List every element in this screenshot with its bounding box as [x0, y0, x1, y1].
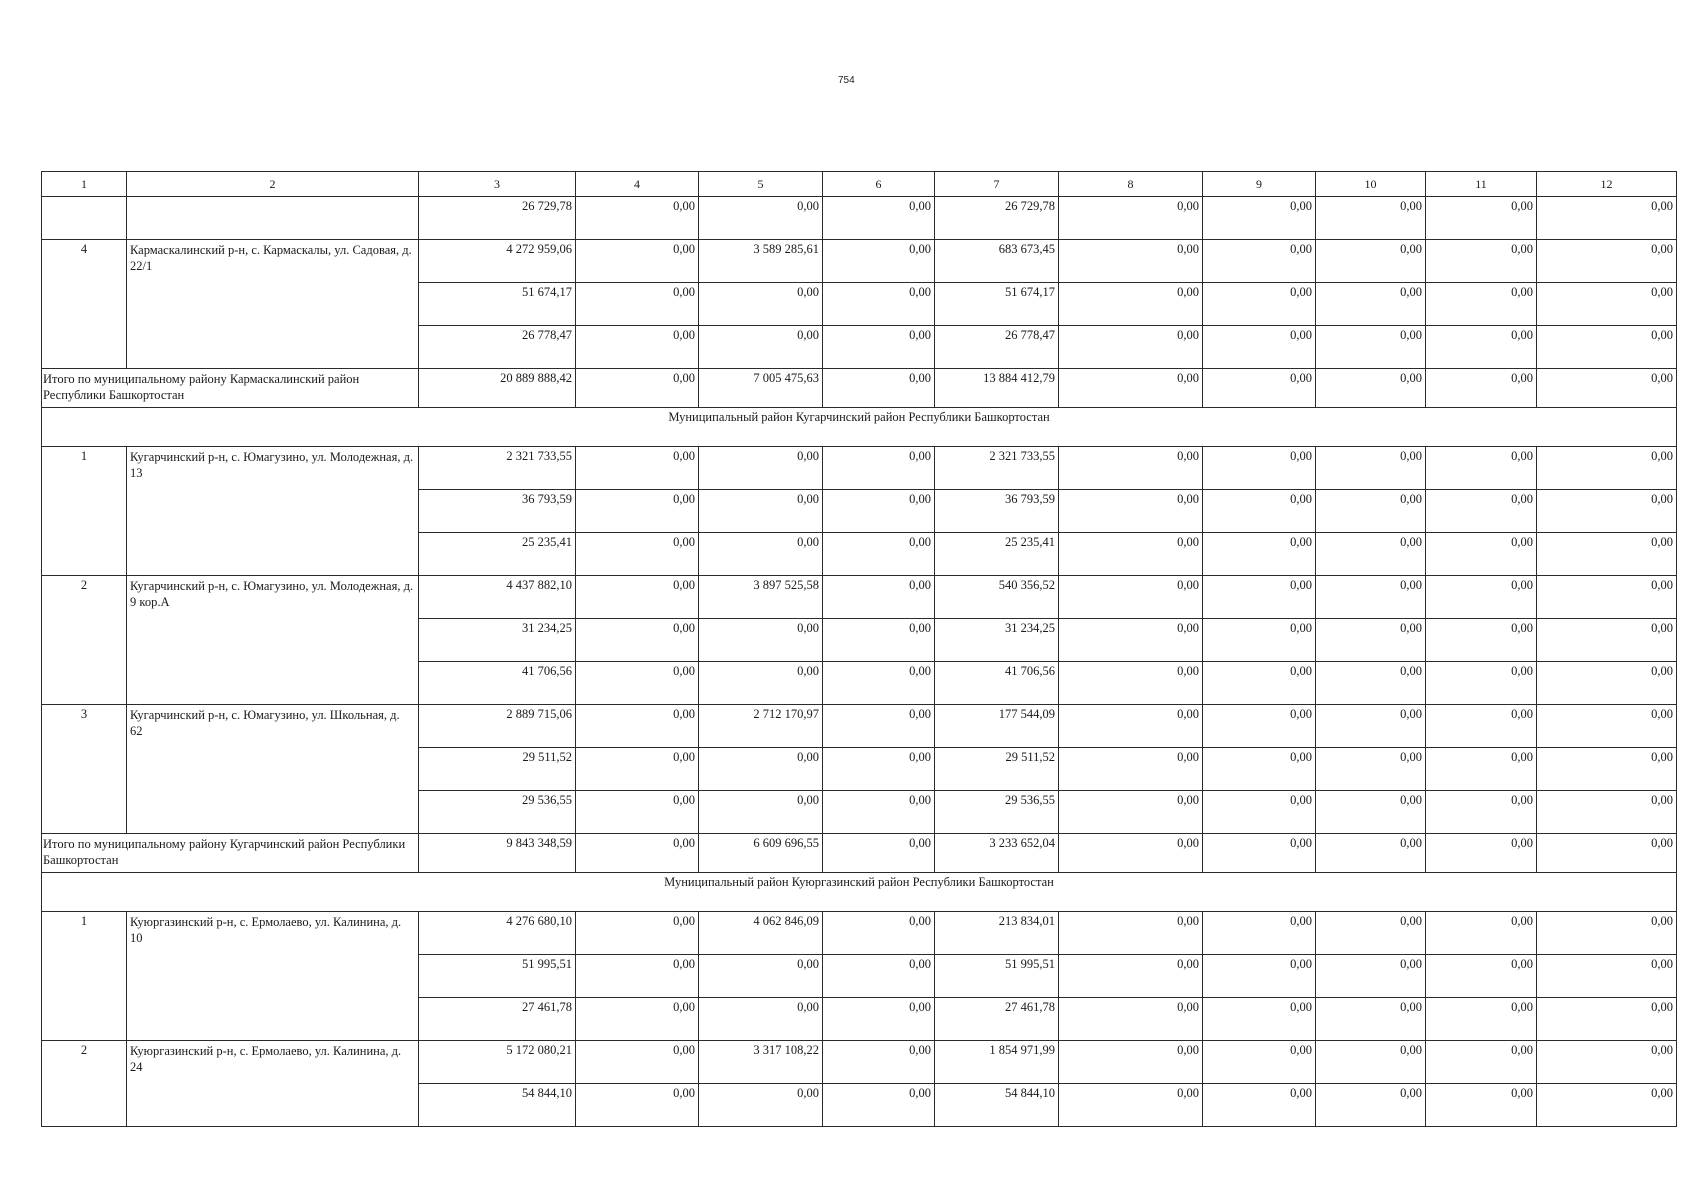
value-cell: 0,00 [699, 447, 823, 490]
column-header: 2 [127, 172, 419, 197]
value-cell: 0,00 [1316, 326, 1426, 369]
value-cell: 0,00 [1537, 326, 1677, 369]
value-cell: 0,00 [576, 662, 699, 705]
value-cell: 0,00 [1426, 447, 1537, 490]
value-cell: 1 854 971,99 [935, 1041, 1059, 1084]
object-number: 1 [42, 912, 127, 1041]
value-cell: 25 235,41 [419, 533, 576, 576]
value-cell: 0,00 [699, 748, 823, 791]
header-row [42, 172, 1677, 197]
object-number: 2 [42, 1041, 127, 1127]
value-cell: 31 234,25 [935, 619, 1059, 662]
value-cell: 0,00 [576, 1084, 699, 1127]
table-row [42, 240, 1677, 283]
section-title: Муниципальный район Куюргазинский район Республики Башкортостан [42, 873, 1677, 912]
value-cell: 13 884 412,79 [935, 369, 1059, 408]
value-cell: 0,00 [1059, 197, 1203, 240]
value-cell: 2 321 733,55 [935, 447, 1059, 490]
value-cell: 2 321 733,55 [419, 447, 576, 490]
object-address: Куюргазинский р-н, с. Ермолаево, ул. Калинина, д. 10 [127, 912, 419, 1041]
value-cell: 177 544,09 [935, 705, 1059, 748]
value-cell: 0,00 [823, 447, 935, 490]
value-cell: 4 437 882,10 [419, 576, 576, 619]
object-number: 1 [42, 447, 127, 576]
value-cell: 0,00 [1203, 705, 1316, 748]
value-cell: 0,00 [1537, 1041, 1677, 1084]
value-cell: 0,00 [576, 998, 699, 1041]
value-cell: 0,00 [1059, 240, 1203, 283]
value-cell: 0,00 [576, 283, 699, 326]
value-cell: 0,00 [1537, 912, 1677, 955]
value-cell: 41 706,56 [935, 662, 1059, 705]
value-cell: 51 995,51 [935, 955, 1059, 998]
value-cell: 0,00 [1426, 705, 1537, 748]
value-cell: 0,00 [1426, 619, 1537, 662]
value-cell: 0,00 [823, 791, 935, 834]
object-number: 3 [42, 705, 127, 834]
empty-cell [42, 197, 127, 240]
value-cell: 3 897 525,58 [699, 576, 823, 619]
value-cell: 0,00 [1203, 791, 1316, 834]
value-cell: 0,00 [576, 705, 699, 748]
value-cell: 0,00 [1203, 1041, 1316, 1084]
value-cell: 0,00 [1203, 533, 1316, 576]
value-cell: 0,00 [1059, 748, 1203, 791]
value-cell: 6 609 696,55 [699, 834, 823, 873]
value-cell: 0,00 [576, 912, 699, 955]
value-cell: 41 706,56 [419, 662, 576, 705]
value-cell: 0,00 [1203, 748, 1316, 791]
value-cell: 0,00 [1537, 955, 1677, 998]
value-cell: 0,00 [1537, 1084, 1677, 1127]
value-cell: 0,00 [823, 533, 935, 576]
value-cell: 26 778,47 [419, 326, 576, 369]
value-cell: 0,00 [1059, 369, 1203, 408]
value-cell: 4 272 959,06 [419, 240, 576, 283]
object-address: Кугарчинский р-н, с. Юмагузино, ул. Молодежная, д. 9 кор.А [127, 576, 419, 705]
value-cell: 0,00 [699, 1084, 823, 1127]
value-cell: 27 461,78 [935, 998, 1059, 1041]
value-cell: 0,00 [1537, 834, 1677, 873]
value-cell: 0,00 [1203, 834, 1316, 873]
value-cell: 0,00 [1316, 533, 1426, 576]
value-cell: 0,00 [1203, 369, 1316, 408]
value-cell: 2 712 170,97 [699, 705, 823, 748]
total-row [42, 369, 1677, 408]
table-row [42, 197, 1677, 240]
value-cell: 0,00 [699, 998, 823, 1041]
value-cell: 5 172 080,21 [419, 1041, 576, 1084]
value-cell: 0,00 [576, 955, 699, 998]
column-header: 3 [419, 172, 576, 197]
value-cell: 4 062 846,09 [699, 912, 823, 955]
value-cell: 0,00 [1426, 283, 1537, 326]
value-cell: 2 889 715,06 [419, 705, 576, 748]
value-cell: 29 511,52 [419, 748, 576, 791]
value-cell: 31 234,25 [419, 619, 576, 662]
value-cell: 0,00 [823, 705, 935, 748]
value-cell: 0,00 [576, 1041, 699, 1084]
value-cell: 0,00 [823, 1041, 935, 1084]
object-address: Кугарчинский р-н, с. Юмагузино, ул. Школьная, д. 62 [127, 705, 419, 834]
value-cell: 0,00 [1537, 240, 1677, 283]
value-cell: 0,00 [576, 576, 699, 619]
value-cell: 0,00 [1537, 705, 1677, 748]
value-cell: 0,00 [823, 369, 935, 408]
value-cell: 0,00 [1426, 240, 1537, 283]
object-address: Кугарчинский р-н, с. Юмагузино, ул. Молодежная, д. 13 [127, 447, 419, 576]
object-address: Кармаскалинский р-н, с. Кармаскалы, ул. Садовая, д. 22/1 [127, 240, 419, 369]
value-cell: 0,00 [1316, 748, 1426, 791]
value-cell: 0,00 [823, 619, 935, 662]
value-cell: 29 536,55 [419, 791, 576, 834]
value-cell: 3 317 108,22 [699, 1041, 823, 1084]
empty-cell [127, 197, 419, 240]
object-number: 2 [42, 576, 127, 705]
value-cell: 0,00 [1203, 912, 1316, 955]
value-cell: 3 589 285,61 [699, 240, 823, 283]
value-cell: 0,00 [1426, 533, 1537, 576]
value-cell: 0,00 [823, 490, 935, 533]
value-cell: 0,00 [1426, 576, 1537, 619]
value-cell: 0,00 [1059, 955, 1203, 998]
column-header: 7 [935, 172, 1059, 197]
table-row [42, 447, 1677, 490]
value-cell: 0,00 [1426, 955, 1537, 998]
value-cell: 25 235,41 [935, 533, 1059, 576]
value-cell: 0,00 [1059, 1084, 1203, 1127]
value-cell: 683 673,45 [935, 240, 1059, 283]
value-cell: 0,00 [576, 748, 699, 791]
value-cell: 0,00 [1316, 240, 1426, 283]
value-cell: 0,00 [576, 197, 699, 240]
value-cell: 0,00 [823, 326, 935, 369]
value-cell: 26 778,47 [935, 326, 1059, 369]
value-cell: 26 729,78 [935, 197, 1059, 240]
value-cell: 0,00 [1316, 998, 1426, 1041]
value-cell: 0,00 [1426, 197, 1537, 240]
value-cell: 0,00 [699, 197, 823, 240]
value-cell: 0,00 [1316, 490, 1426, 533]
value-cell: 0,00 [699, 791, 823, 834]
value-cell: 0,00 [1203, 955, 1316, 998]
value-cell: 0,00 [1203, 283, 1316, 326]
value-cell: 0,00 [1316, 912, 1426, 955]
value-cell: 0,00 [1426, 748, 1537, 791]
data-table [41, 171, 1677, 1127]
column-header: 12 [1537, 172, 1677, 197]
value-cell: 0,00 [1059, 490, 1203, 533]
value-cell: 0,00 [576, 834, 699, 873]
value-cell: 0,00 [576, 533, 699, 576]
table-row [42, 912, 1677, 955]
value-cell: 0,00 [1203, 998, 1316, 1041]
value-cell: 0,00 [1203, 490, 1316, 533]
value-cell: 0,00 [1426, 791, 1537, 834]
value-cell: 0,00 [1059, 834, 1203, 873]
value-cell: 0,00 [699, 533, 823, 576]
value-cell: 0,00 [1059, 791, 1203, 834]
section-row [42, 873, 1677, 912]
value-cell: 0,00 [1537, 447, 1677, 490]
value-cell: 0,00 [1059, 576, 1203, 619]
value-cell: 0,00 [1537, 490, 1677, 533]
value-cell: 540 356,52 [935, 576, 1059, 619]
value-cell: 0,00 [1537, 619, 1677, 662]
value-cell: 0,00 [1203, 447, 1316, 490]
column-header: 10 [1316, 172, 1426, 197]
table-row [42, 576, 1677, 619]
value-cell: 0,00 [1059, 705, 1203, 748]
value-cell: 0,00 [1203, 197, 1316, 240]
table-body [42, 172, 1677, 1127]
total-label: Итого по муниципальному району Кармаскалинский район Республики Башкортостан [42, 369, 419, 408]
value-cell: 0,00 [576, 369, 699, 408]
value-cell: 0,00 [1316, 662, 1426, 705]
value-cell: 0,00 [1316, 447, 1426, 490]
value-cell: 36 793,59 [419, 490, 576, 533]
section-title: Муниципальный район Кугарчинский район Республики Башкортостан [42, 408, 1677, 447]
value-cell: 0,00 [1537, 791, 1677, 834]
value-cell: 0,00 [1537, 576, 1677, 619]
value-cell: 0,00 [1059, 998, 1203, 1041]
value-cell: 0,00 [1426, 998, 1537, 1041]
value-cell: 29 536,55 [935, 791, 1059, 834]
value-cell: 9 843 348,59 [419, 834, 576, 873]
value-cell: 0,00 [823, 998, 935, 1041]
column-header: 6 [823, 172, 935, 197]
total-label: Итого по муниципальному району Кугарчинский район Республики Башкортостан [42, 834, 419, 873]
value-cell: 7 005 475,63 [699, 369, 823, 408]
value-cell: 27 461,78 [419, 998, 576, 1041]
value-cell: 0,00 [1537, 662, 1677, 705]
value-cell: 0,00 [1426, 1041, 1537, 1084]
value-cell: 0,00 [1316, 283, 1426, 326]
value-cell: 54 844,10 [935, 1084, 1059, 1127]
value-cell: 3 233 652,04 [935, 834, 1059, 873]
table-row [42, 1041, 1677, 1084]
value-cell: 0,00 [576, 619, 699, 662]
value-cell: 20 889 888,42 [419, 369, 576, 408]
value-cell: 0,00 [823, 576, 935, 619]
value-cell: 0,00 [823, 197, 935, 240]
value-cell: 0,00 [1203, 240, 1316, 283]
value-cell: 0,00 [1203, 576, 1316, 619]
value-cell: 0,00 [1537, 748, 1677, 791]
value-cell: 0,00 [823, 748, 935, 791]
value-cell: 0,00 [1426, 369, 1537, 408]
value-cell: 0,00 [1537, 369, 1677, 408]
value-cell: 0,00 [823, 662, 935, 705]
value-cell: 0,00 [1316, 791, 1426, 834]
value-cell: 0,00 [1316, 369, 1426, 408]
value-cell: 0,00 [1316, 1041, 1426, 1084]
value-cell: 0,00 [1426, 912, 1537, 955]
section-row [42, 408, 1677, 447]
value-cell: 0,00 [576, 490, 699, 533]
value-cell: 0,00 [1537, 197, 1677, 240]
object-number: 4 [42, 240, 127, 369]
value-cell: 36 793,59 [935, 490, 1059, 533]
value-cell: 0,00 [1316, 705, 1426, 748]
value-cell: 0,00 [1316, 576, 1426, 619]
value-cell: 0,00 [1059, 533, 1203, 576]
total-row [42, 834, 1677, 873]
value-cell: 0,00 [1059, 912, 1203, 955]
value-cell: 0,00 [1059, 447, 1203, 490]
value-cell: 0,00 [576, 326, 699, 369]
value-cell: 0,00 [699, 619, 823, 662]
value-cell: 0,00 [1537, 533, 1677, 576]
value-cell: 0,00 [699, 283, 823, 326]
value-cell: 0,00 [1316, 197, 1426, 240]
column-header: 9 [1203, 172, 1316, 197]
value-cell: 0,00 [823, 283, 935, 326]
value-cell: 0,00 [1203, 662, 1316, 705]
value-cell: 0,00 [823, 834, 935, 873]
value-cell: 0,00 [699, 490, 823, 533]
column-header: 11 [1426, 172, 1537, 197]
column-header: 1 [42, 172, 127, 197]
value-cell: 0,00 [1059, 619, 1203, 662]
value-cell: 0,00 [1426, 490, 1537, 533]
value-cell: 0,00 [1316, 955, 1426, 998]
value-cell: 0,00 [576, 240, 699, 283]
value-cell: 51 674,17 [935, 283, 1059, 326]
value-cell: 0,00 [823, 955, 935, 998]
column-header: 5 [699, 172, 823, 197]
value-cell: 0,00 [1426, 662, 1537, 705]
value-cell: 51 674,17 [419, 283, 576, 326]
value-cell: 26 729,78 [419, 197, 576, 240]
column-header: 8 [1059, 172, 1203, 197]
value-cell: 0,00 [1426, 1084, 1537, 1127]
value-cell: 54 844,10 [419, 1084, 576, 1127]
value-cell: 0,00 [1316, 1084, 1426, 1127]
value-cell: 0,00 [1203, 326, 1316, 369]
value-cell: 0,00 [1059, 326, 1203, 369]
column-header: 4 [576, 172, 699, 197]
value-cell: 0,00 [1537, 283, 1677, 326]
value-cell: 213 834,01 [935, 912, 1059, 955]
value-cell: 0,00 [1059, 662, 1203, 705]
value-cell: 0,00 [1316, 619, 1426, 662]
value-cell: 0,00 [823, 240, 935, 283]
value-cell: 0,00 [699, 662, 823, 705]
page-number: 754 [838, 75, 855, 86]
value-cell: 0,00 [1426, 326, 1537, 369]
value-cell: 0,00 [1316, 834, 1426, 873]
value-cell: 0,00 [823, 1084, 935, 1127]
value-cell: 0,00 [1537, 998, 1677, 1041]
value-cell: 0,00 [1203, 1084, 1316, 1127]
value-cell: 0,00 [1426, 834, 1537, 873]
table-row [42, 705, 1677, 748]
value-cell: 29 511,52 [935, 748, 1059, 791]
value-cell: 0,00 [1059, 283, 1203, 326]
value-cell: 0,00 [576, 791, 699, 834]
value-cell: 0,00 [699, 326, 823, 369]
value-cell: 0,00 [1059, 1041, 1203, 1084]
value-cell: 0,00 [823, 912, 935, 955]
value-cell: 51 995,51 [419, 955, 576, 998]
object-address: Куюргазинский р-н, с. Ермолаево, ул. Калинина, д. 24 [127, 1041, 419, 1127]
value-cell: 0,00 [1203, 619, 1316, 662]
value-cell: 0,00 [576, 447, 699, 490]
value-cell: 0,00 [699, 955, 823, 998]
value-cell: 4 276 680,10 [419, 912, 576, 955]
